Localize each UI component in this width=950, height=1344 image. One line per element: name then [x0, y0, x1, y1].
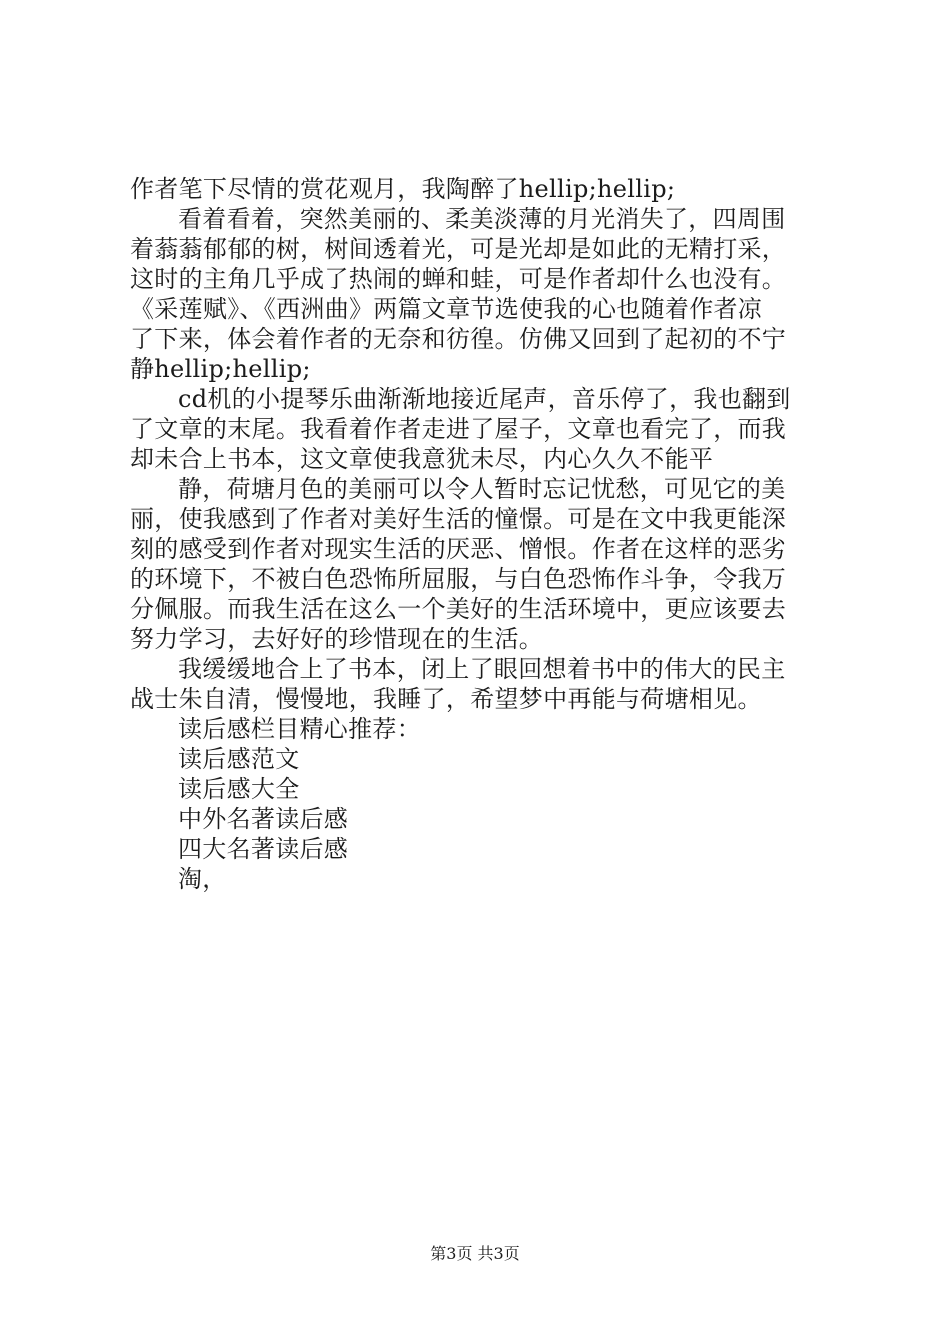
- text-line: 分佩服。而我生活在这么一个美好的生活环境中，更应该要去: [130, 595, 787, 623]
- page-number-footer: 第3页 共3页: [430, 1244, 520, 1263]
- text-line: 着蓊蓊郁郁的树，树间透着光，可是光却是如此的无精打采，: [130, 235, 787, 263]
- text-line: 作者笔下尽情的赏花观月，我陶醉了hellip;hellip;: [130, 175, 676, 203]
- recommend-item: 淘，: [178, 865, 227, 893]
- paragraph-start: cd机的小提琴乐曲渐渐地接近尾声，音乐停了，我也翻到: [178, 385, 791, 413]
- paragraph-start: 我缓缓地合上了书本，闭上了眼回想着书中的伟大的民主: [178, 655, 786, 683]
- recommend-item: 四大名著读后感: [178, 835, 349, 863]
- text-line: 这时的主角几乎成了热闹的蝉和蛙，可是作者却什么也没有。: [130, 265, 787, 293]
- text-line: 的环境下，不被白色恐怖所屈服，与白色恐怖作斗争，令我万: [130, 565, 787, 593]
- paragraph-start: 看着看着，突然美丽的、柔美淡薄的月光消失了，四周围: [178, 205, 786, 233]
- recommend-item: 中外名著读后感: [178, 805, 349, 833]
- text-line: 静hellip;hellip;: [130, 355, 311, 383]
- text-line: 努力学习，去好好的珍惜现在的生活。: [130, 625, 544, 653]
- text-line: 战士朱自清，慢慢地，我睡了，希望梦中再能与荷塘相见。: [130, 685, 762, 713]
- recommend-item: 读后感范文: [178, 745, 300, 773]
- text-line: 却未合上书本，这文章使我意犹未尽，内心久久不能平: [130, 445, 714, 473]
- text-line: 丽，使我感到了作者对美好生活的憧憬。可是在文中我更能深: [130, 505, 787, 533]
- document-body: [130, 174, 830, 894]
- text-line: 刻的感受到作者对现实生活的厌恶、憎恨。作者在这样的恶劣: [130, 535, 787, 563]
- recommend-heading: 读后感栏目精心推荐：: [178, 715, 421, 743]
- recommend-item: 读后感大全: [178, 775, 300, 803]
- paragraph-start: 静，荷塘月色的美丽可以令人暂时忘记忧愁，可见它的美: [178, 475, 786, 503]
- text-line: 了下来，体会着作者的无奈和彷徨。仿佛又回到了起初的不宁: [130, 325, 787, 353]
- text-line: 《采莲赋》、《西洲曲》两篇文章节选使我的心也随着作者凉: [130, 295, 763, 323]
- text-line: 了文章的末尾。我看着作者走进了屋子，文章也看完了，而我: [130, 415, 787, 443]
